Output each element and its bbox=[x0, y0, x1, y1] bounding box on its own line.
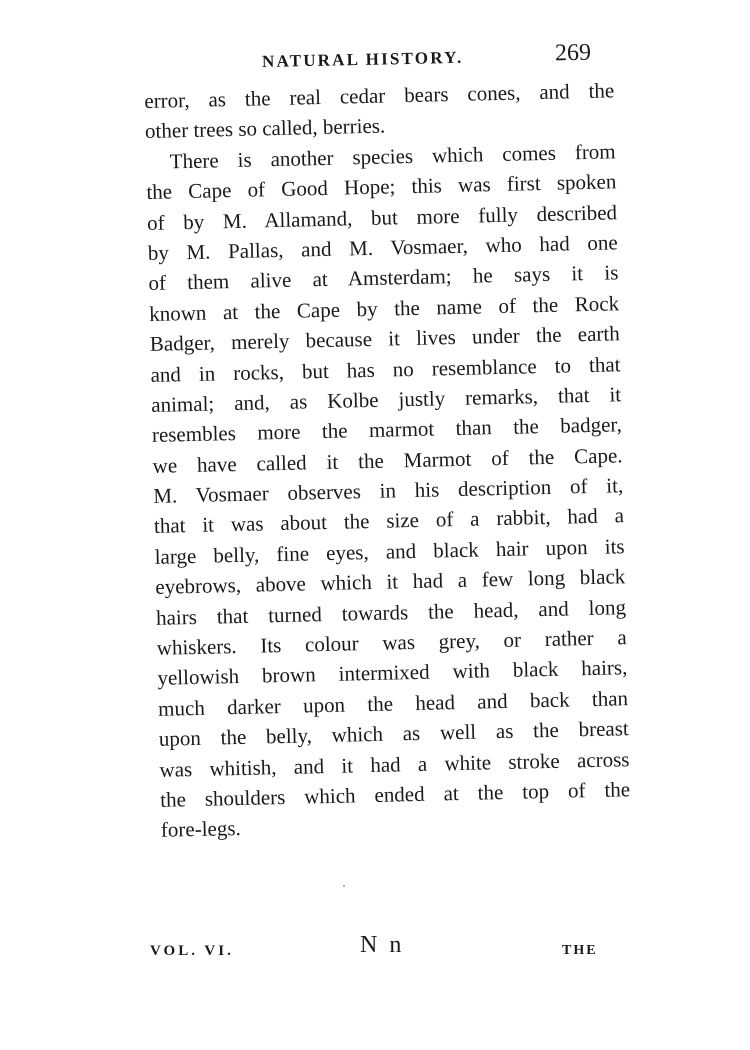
text-line: fore-legs. bbox=[160, 816, 242, 843]
text-line: whiskers. Its colour was grey, or rather a bbox=[156, 625, 627, 660]
text-line: of them alive at Amsterdam; he says it is bbox=[148, 260, 619, 296]
catchword: THE bbox=[562, 943, 598, 958]
text-line: by M. Pallas, and M. Vosmaer, who had one bbox=[147, 230, 618, 265]
text-line: the shoulders which ended at the top of the bbox=[159, 777, 631, 812]
text-line: hairs that turned towards the head, and long bbox=[155, 594, 627, 630]
text-line: and in rocks, but has no resemblance to that bbox=[150, 351, 621, 387]
text-line: Badger, merely because it lives under the earth bbox=[149, 321, 621, 357]
text-line: was whitish, and it had a white stroke across bbox=[159, 746, 630, 782]
body-text bbox=[144, 75, 631, 845]
text-line: eyebrows, above which it had a few long black bbox=[155, 564, 626, 600]
text-line: M. Vosmaer observes in his description of it, bbox=[153, 473, 624, 508]
text-line: much darker upon the head and back than bbox=[157, 685, 629, 721]
signature-mark: N n bbox=[360, 932, 405, 958]
text-line: large belly, fine eyes, and black hair upon its bbox=[154, 534, 625, 569]
ink-speck bbox=[343, 885, 345, 887]
text-line: There is another species which comes from bbox=[169, 139, 616, 174]
running-head: NATURAL HISTORY. bbox=[261, 47, 464, 71]
page-number: 269 bbox=[554, 39, 592, 67]
text-line: yellowish brown intermixed with black hairs, bbox=[157, 655, 628, 691]
volume-marker: VOL. VI. bbox=[150, 943, 234, 959]
text-line: that it was about the size of a rabbit, had a bbox=[153, 503, 625, 539]
text-line: known at the Cape by the name of the Rock bbox=[148, 291, 620, 326]
text-line: we have called it the Marmot of the Cape. bbox=[152, 442, 623, 478]
text-line: the Cape of Good Hope; this was first spoken bbox=[146, 169, 617, 205]
text-line: of by M. Allamand, but more fully described bbox=[146, 199, 618, 235]
text-line: upon the belly, which as well as the breast bbox=[158, 716, 629, 752]
text-line: resembles more the marmot than the badger, bbox=[151, 412, 623, 448]
text-line: animal; and, as Kolbe justly remarks, that it bbox=[150, 382, 622, 417]
text-line: other trees so called, berries. bbox=[144, 113, 386, 144]
text-line: error, as the real cedar bears cones, and the bbox=[144, 78, 615, 113]
